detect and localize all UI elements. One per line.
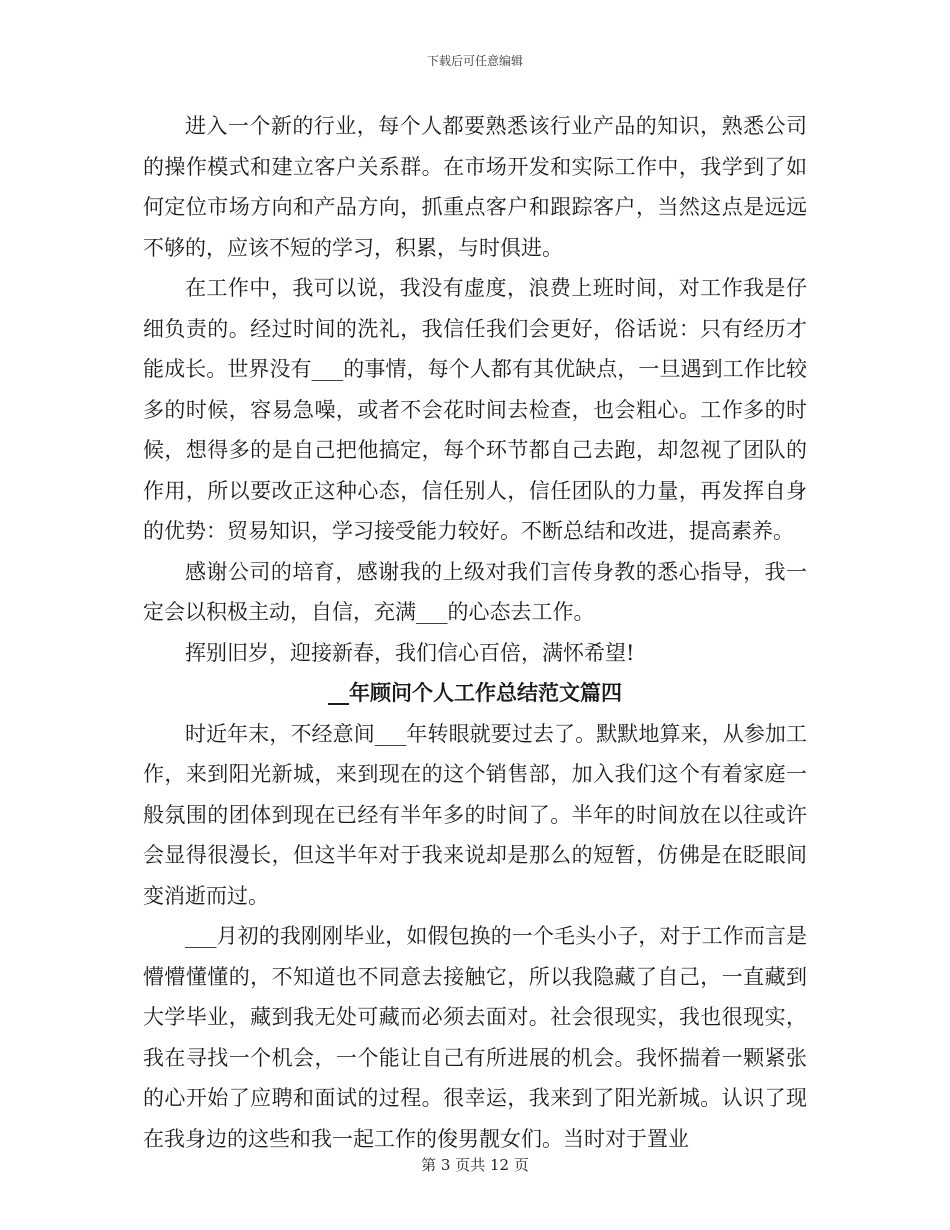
paragraph-3: 感谢公司的培育，感谢我的上级对我们言传身教的悉心指导，我一定会以积极主动，自信，充满___的心态去工作。 [143, 559, 807, 624]
section-paragraph-1: 时近年末，不经意间___年转眼就要过去了。默默地算来，从参加工作，来到阳光新城，来到现在的这个销售部，加入我们这个有着家庭一般氛围的团体到现在已经有半年多的时间了。半年的时间放在以往或许会显得很漫长，但这半年对于我来说却是那么的短暂，仿佛是在眨眼间变消逝而过。 [143, 721, 807, 908]
document-body [143, 106, 807, 1159]
paragraph-4: 挥别旧岁，迎接新春，我们信心百倍，满怀希望! [185, 640, 635, 665]
page-footer-number: 第 3 页共 12 页 [421, 1156, 529, 1174]
paragraph-2: 在工作中，我可以说，我没有虚度，浪费上班时间，对工作我是仔细负责的。经过时间的洗礼，我信任我们会更好，俗话说：只有经历才能成长。世界没有___的事情，每个人都有其优缺点，一旦遇到工作比较多的时候，容易急噪，或者不会花时间去检查，也会粗心。工作多的时候，想得多的是自己把他搞定，每个环节都自己去跑，却忽视了团队的作用，所以要改正这种心态，信任别人，信任团队的力量，再发挥自身的优势：贸易知识，学习接受能力较好。不断总结和改进，提高素养。 [143, 276, 807, 543]
paragraph-1: 进入一个新的行业，每个人都要熟悉该行业产品的知识，熟悉公司的操作模式和建立客户关系群。在市场开发和实际工作中，我学到了如何定位市场方向和产品方向，抓重点客户和跟踪客户，当然这点是远远不够的，应该不短的学习，积累，与时俱进。 [143, 114, 807, 260]
section-heading: __年顾问个人工作总结范文篇四 [328, 680, 622, 705]
page-header-note: 下载后可任意编辑 [426, 54, 523, 68]
section-paragraph-2: ___月初的我刚刚毕业，如假包换的一个毛头小子，对于工作而言是懵懵懂懂的，不知道也不同意去接触它，所以我隐藏了自己，一直藏到大学毕业，藏到我无处可藏而必须去面对。社会很现实，我也很现实，我在寻找一个机会，一个能让自己有所进展的机会。我怀揣着一颗紧张的心开始了应聘和面试的过程。很幸运，我来到了阳光新城。认识了现在我身边的这些和我一起工作的俊男靓女们。当时对于置业 [143, 924, 807, 1151]
